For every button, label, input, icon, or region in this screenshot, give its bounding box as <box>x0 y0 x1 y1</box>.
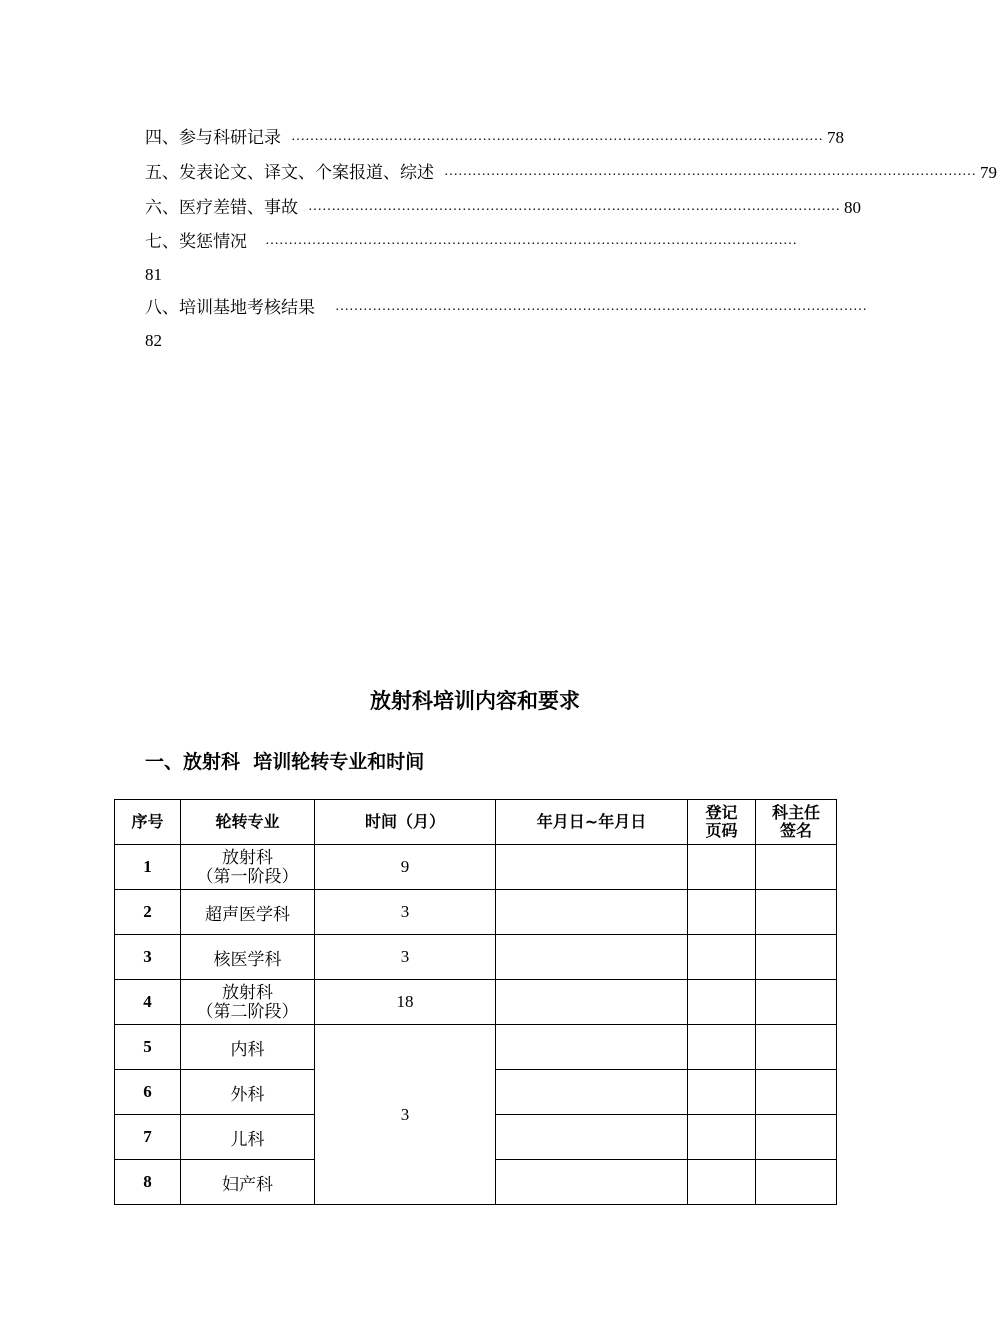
toc-item[interactable] <box>145 121 844 155</box>
dates-cell[interactable] <box>496 1115 688 1160</box>
toc-item[interactable] <box>145 156 997 190</box>
specialty-cell: 外科 <box>181 1070 315 1115</box>
signature-cell[interactable] <box>756 935 837 980</box>
register-page-cell[interactable] <box>688 1115 756 1160</box>
header-director-signature-line1: 科主任 <box>771 803 820 822</box>
specialty-cell: 儿科 <box>181 1115 315 1160</box>
toc-item-label: 五、发表论文、译文、个案报道、综述 <box>145 163 434 182</box>
specialty-cell: 内科 <box>181 1025 315 1070</box>
table-row <box>115 935 837 980</box>
seq-cell: 4 <box>115 980 181 1025</box>
dates-cell[interactable] <box>496 1070 688 1115</box>
time-cell-merged: 3 <box>315 1025 496 1205</box>
specialty-line1: 放射科 <box>222 983 273 1002</box>
dates-cell[interactable] <box>496 1160 688 1205</box>
seq-cell: 8 <box>115 1160 181 1205</box>
signature-cell[interactable] <box>756 1070 837 1115</box>
toc-item[interactable] <box>145 225 795 259</box>
toc-item-label: 七、奖惩情况 <box>145 232 247 251</box>
table-row <box>115 980 837 1025</box>
seq-cell: 7 <box>115 1115 181 1160</box>
toc-item[interactable] <box>145 191 861 225</box>
dates-cell[interactable] <box>496 935 688 980</box>
time-cell: 9 <box>315 845 496 890</box>
toc-item-page: 79 <box>980 163 997 182</box>
table-row <box>115 890 837 935</box>
header-seq: 序号 <box>115 800 181 845</box>
toc-item-page: 80 <box>844 198 861 217</box>
toc-leader: …………………………………………………………………………………………………… <box>335 299 867 314</box>
header-dates: 年月日~年月日 <box>496 800 688 845</box>
register-page-cell[interactable] <box>688 890 756 935</box>
register-page-cell[interactable] <box>688 1025 756 1070</box>
specialty-line2: （第二阶段） <box>196 1002 299 1021</box>
toc-leader: …………………………………………………………………………………………………… <box>444 164 976 179</box>
specialty-cell: 核医学科 <box>181 935 315 980</box>
toc-leader: …………………………………………………………………………………………………… <box>265 233 797 248</box>
seq-cell: 1 <box>115 845 181 890</box>
register-page-cell[interactable] <box>688 1070 756 1115</box>
header-register-page <box>688 800 756 845</box>
header-specialty: 轮转专业 <box>181 800 315 845</box>
toc-item-label: 八、培训基地考核结果 <box>145 298 315 317</box>
seq-cell: 2 <box>115 890 181 935</box>
toc-leader: …………………………………………………………………………………………………… <box>308 199 840 214</box>
signature-cell[interactable] <box>756 890 837 935</box>
signature-cell[interactable] <box>756 1160 837 1205</box>
rotation-table <box>114 799 837 1205</box>
specialty-cell <box>181 845 315 890</box>
header-register-page-line2: 页码 <box>705 821 738 840</box>
header-director-signature-line2: 签名 <box>779 821 812 840</box>
header-director-signature <box>756 800 837 845</box>
toc-item-label: 六、医疗差错、事故 <box>145 198 298 217</box>
signature-cell[interactable] <box>756 1115 837 1160</box>
dates-cell[interactable] <box>496 980 688 1025</box>
time-cell: 18 <box>315 980 496 1025</box>
dates-cell[interactable] <box>496 845 688 890</box>
toc-leader: …………………………………………………………………………………………………… <box>291 129 823 144</box>
toc-item-page: 82 <box>145 331 162 350</box>
page-title: 放射科培训内容和要求 <box>370 689 580 713</box>
register-page-cell[interactable] <box>688 935 756 980</box>
table-header-row <box>115 800 837 845</box>
header-time: 时间（月） <box>315 800 496 845</box>
toc-item-page: 81 <box>145 265 162 284</box>
register-page-cell[interactable] <box>688 1160 756 1205</box>
dates-cell[interactable] <box>496 1025 688 1070</box>
register-page-cell[interactable] <box>688 845 756 890</box>
specialty-line2: （第一阶段） <box>196 867 299 886</box>
specialty-line1: 放射科 <box>222 848 273 867</box>
register-page-cell[interactable] <box>688 980 756 1025</box>
table-row <box>115 1025 837 1070</box>
signature-cell[interactable] <box>756 980 837 1025</box>
specialty-cell: 超声医学科 <box>181 890 315 935</box>
time-cell: 3 <box>315 890 496 935</box>
specialty-cell: 妇产科 <box>181 1160 315 1205</box>
seq-cell: 5 <box>115 1025 181 1070</box>
signature-cell[interactable] <box>756 1025 837 1070</box>
time-cell: 3 <box>315 935 496 980</box>
toc-item-label: 四、参与科研记录 <box>145 128 281 147</box>
seq-cell: 6 <box>115 1070 181 1115</box>
seq-cell: 3 <box>115 935 181 980</box>
table-row <box>115 845 837 890</box>
section-heading: 一、放射科 培训轮转专业和时间 <box>145 751 425 773</box>
header-register-page-line1: 登记 <box>705 803 738 822</box>
specialty-cell <box>181 980 315 1025</box>
signature-cell[interactable] <box>756 845 837 890</box>
toc-item[interactable] <box>145 291 867 325</box>
toc-item-page: 78 <box>827 128 844 147</box>
dates-cell[interactable] <box>496 890 688 935</box>
